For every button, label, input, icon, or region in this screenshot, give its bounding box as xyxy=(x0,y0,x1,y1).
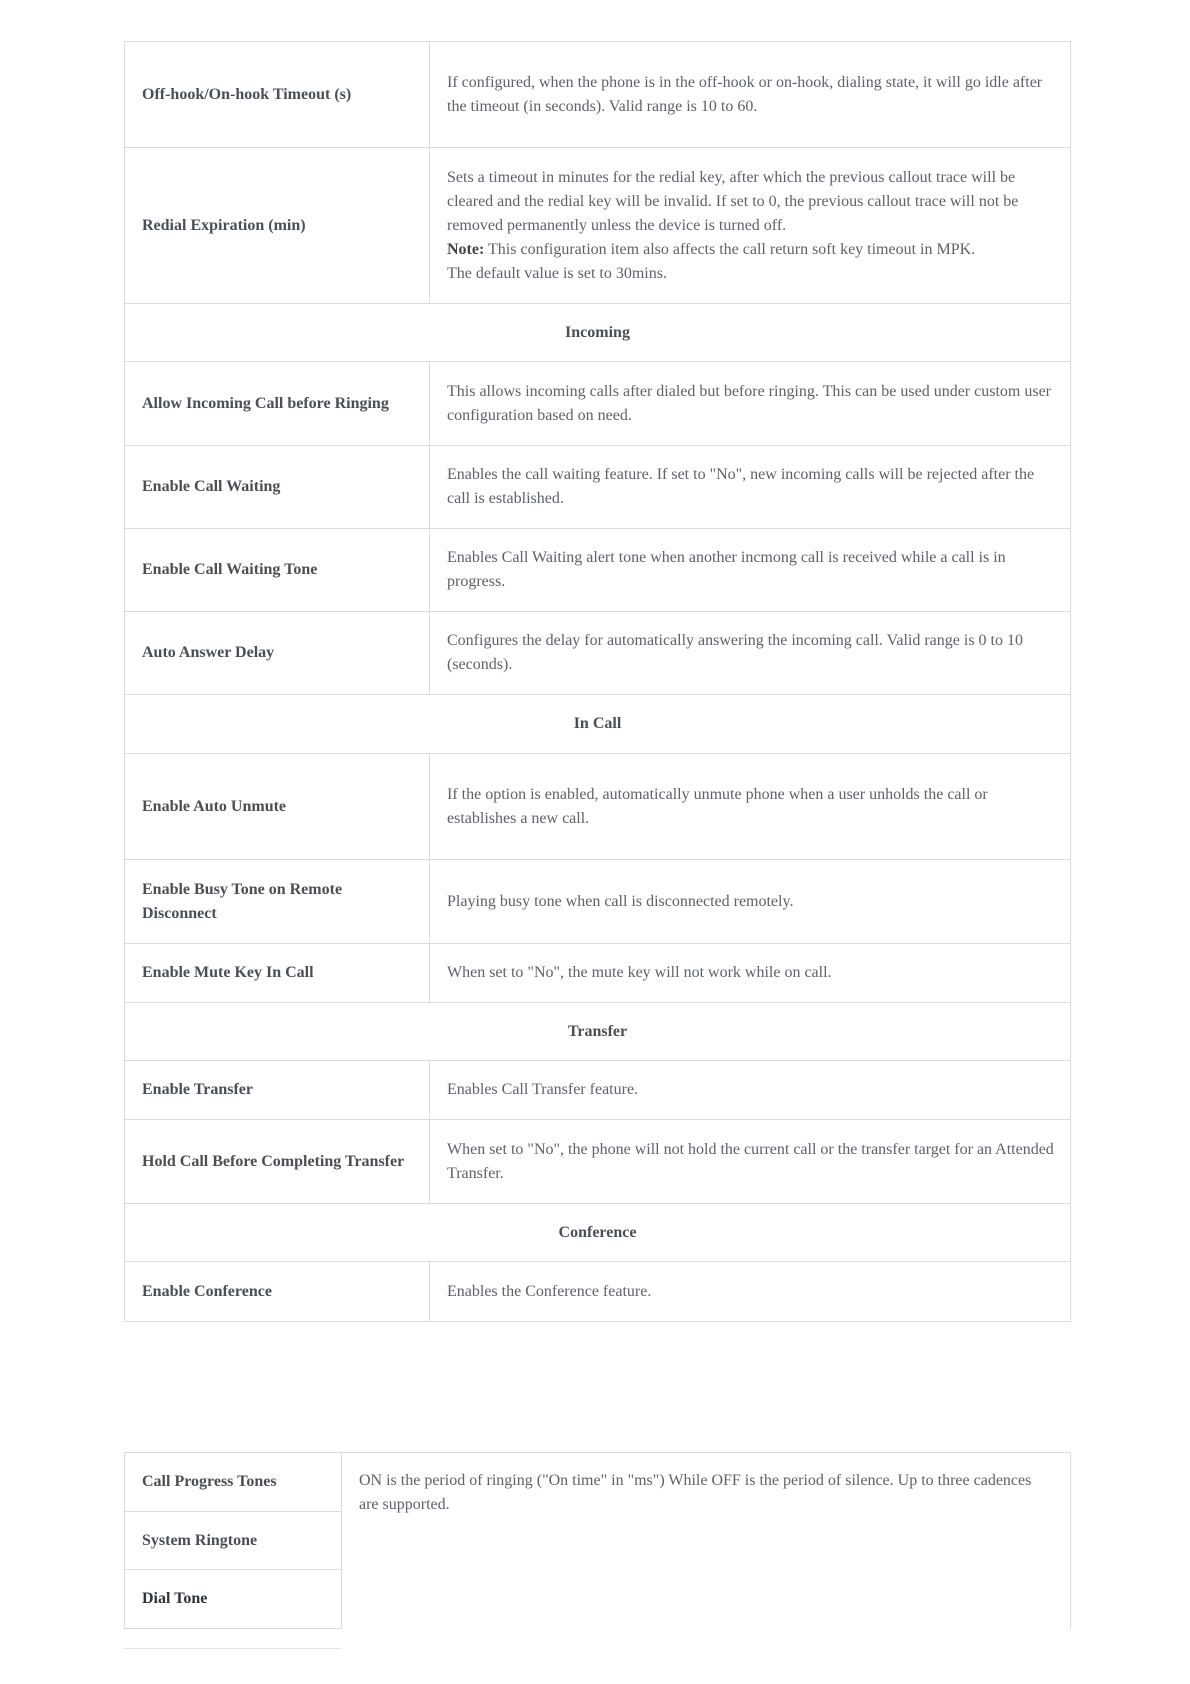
setting-description: Enables the Conference feature. xyxy=(430,1262,1071,1322)
table-row xyxy=(125,944,1071,1003)
setting-name: Redial Expiration (min) xyxy=(125,148,430,304)
description-text: Sets a timeout in minutes for the redial key, after which the previous callout trace will be cleared and the redial key will be invalid. If set to 0, the previous callout trace will not be removed permanently unless the device is turned off. xyxy=(447,168,1019,234)
setting-name: Auto Answer Delay xyxy=(125,612,430,695)
divider xyxy=(124,1648,341,1649)
setting-name: Dial Tone xyxy=(125,1570,342,1629)
setting-name: Call Progress Tones xyxy=(125,1453,342,1512)
setting-description: ON is the period of ringing ("On time" in "ms") While OFF is the period of silence. Up to three cadences are supported. xyxy=(342,1453,1071,1629)
default-value-text: The default value is set to 30mins. xyxy=(447,264,667,282)
call-progress-tones-table xyxy=(124,1452,1071,1629)
setting-description: If the option is enabled, automatically unmute phone when a user unholds the call or establishes a new call. xyxy=(430,754,1071,860)
setting-description: Configures the delay for automatically answering the incoming call. Valid range is 0 to 10 (seconds). xyxy=(430,612,1071,695)
setting-name: Hold Call Before Completing Transfer xyxy=(125,1120,430,1204)
section-header-row xyxy=(125,304,1071,362)
note-label: Note: xyxy=(447,240,485,258)
table-row xyxy=(125,1453,1071,1512)
table-row xyxy=(125,446,1071,529)
setting-name: Enable Call Waiting Tone xyxy=(125,529,430,612)
setting-name: Enable Auto Unmute xyxy=(125,754,430,860)
table-row xyxy=(125,860,1071,944)
note-text: This configuration item also affects the call return soft key timeout in MPK. xyxy=(484,240,976,258)
table-row xyxy=(125,1061,1071,1120)
setting-description: When set to "No", the phone will not hold the current call or the transfer target for an Attended Transfer. xyxy=(430,1120,1071,1204)
table-row xyxy=(125,612,1071,695)
setting-name: Off-hook/On-hook Timeout (s) xyxy=(125,42,430,148)
table-row xyxy=(125,42,1071,148)
setting-name: Enable Busy Tone on Remote Disconnect xyxy=(125,860,430,944)
section-header-row xyxy=(125,1003,1071,1061)
setting-name: Enable Conference xyxy=(125,1262,430,1322)
setting-description: If configured, when the phone is in the off-hook or on-hook, dialing state, it will go idle after the timeout (in seconds). Valid range is 10 to 60. xyxy=(430,42,1071,148)
section-title: Transfer xyxy=(125,1003,1071,1061)
section-header-row xyxy=(125,695,1071,754)
table-row xyxy=(125,1120,1071,1204)
setting-name: Allow Incoming Call before Ringing xyxy=(125,362,430,446)
setting-description: Playing busy tone when call is disconnected remotely. xyxy=(430,860,1071,944)
setting-name: Enable Mute Key In Call xyxy=(125,944,430,1003)
setting-description: Enables Call Waiting alert tone when another incmong call is received while a call is in progress. xyxy=(430,529,1071,612)
section-header-row xyxy=(125,1204,1071,1262)
setting-name: Enable Call Waiting xyxy=(125,446,430,529)
setting-description: Enables Call Transfer feature. xyxy=(430,1061,1071,1120)
setting-description xyxy=(430,148,1071,304)
setting-name: Enable Transfer xyxy=(125,1061,430,1120)
setting-description: This allows incoming calls after dialed but before ringing. This can be used under custom user configuration based on need. xyxy=(430,362,1071,446)
table-row xyxy=(125,148,1071,304)
note-line xyxy=(447,238,1054,262)
section-title: Conference xyxy=(125,1204,1071,1262)
setting-name: System Ringtone xyxy=(125,1512,342,1570)
table-row xyxy=(125,529,1071,612)
setting-description: When set to "No", the mute key will not work while on call. xyxy=(430,944,1071,1003)
settings-table xyxy=(124,41,1071,1322)
table-row xyxy=(125,1262,1071,1322)
section-title: In Call xyxy=(125,695,1071,754)
table-row xyxy=(125,754,1071,860)
section-title: Incoming xyxy=(125,304,1071,362)
setting-description: Enables the call waiting feature. If set to "No", new incoming calls will be rejected after the call is established. xyxy=(430,446,1071,529)
table-row xyxy=(125,362,1071,446)
